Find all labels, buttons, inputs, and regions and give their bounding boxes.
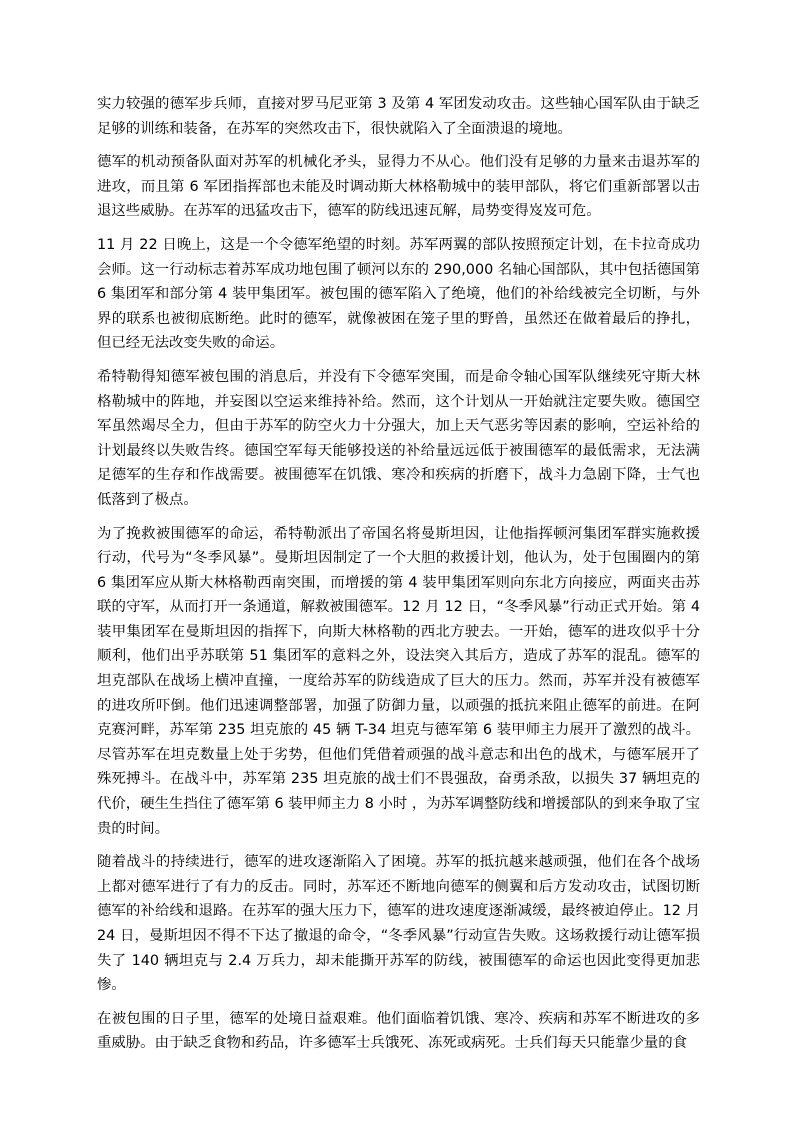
paragraph-7: 在被包围的日子里，德军的处境日益艰难。他们面临着饥饿、寒冷、疾病和苏军不断进攻的多重威胁。由于缺乏食物和药品，许多德军士兵饿死、冻死或病死。士兵们每天只能靠少量的食 (97, 1010, 700, 1052)
paragraph-5: 为了挽救被围德军的命运，希特勒派出了帝国名将曼斯坦因，让他指挥顿河集团军群实施救援行动，代号为“冬季风暴”。曼斯坦因制定了一个大胆的救援计划，他认为，处于包围圈内的第 6 集团军应从斯大林格勒西南突围，而增援的第 4 装甲集团军则向东北方向接应，两面夹击苏联的守军，从而打开一条通道，解救被围德军。12 月 12 日，“冬季风暴”行动正式开始。第 4 装甲集团军在曼斯坦因的指挥下，向斯大林格勒的西北方驶去。一开始，德军的进攻似乎十分顺利，他们出乎苏联第 51 集团军的意料之外，设法突入其后方，造成了苏军的混乱。德军的坦克部队在战场上横冲直撞，一度给苏军的防线造成了巨大的压力。然而，苏军并没有被德军的进攻所吓倒。他们迅速调整部署，加强了防御力量，以顽强的抵抗来阻止德军的前进。在阿克赛河畔，苏军第 235 坦克旅的 45 辆 T-34 坦克与德军第 6 装甲师主力展开了激烈的战斗。尽管苏军在坦克数量上处于劣势，但他们凭借着顽强的战斗意志和出色的战术，与德军展开了殊死搏斗。在战斗中，苏军第 235 坦克旅的战士们不畏强敌，奋勇杀敌，以损失 37 辆坦克的代价，硬生生挡住了德军第 6 装甲师主力 8 小时 ，为苏军调整防线和增援部队的到来争取了宝贵的时间。 (97, 525, 700, 837)
paragraph-3: 11 月 22 日晚上，这是一个令德军绝望的时刻。苏军两翼的部队按照预定计划，在卡拉奇成功会师。这一行动标志着苏军成功地包围了顿河以东的 290,000 名轴心国部队，其中包括德国第 6 集团军和部分第 4 装甲集团军。被包围的德军陷入了绝境，他们的补给线被完全切断，与外界的联系也被彻底断绝。此时的德军，就像被困在笼子里的野兽，虽然还在做着最后的挣扎，但已经无法改变失败的命运。 (97, 236, 700, 352)
paragraph-4: 希特勒得知德军被包围的消息后，并没有下令德军突围，而是命令轴心国军队继续死守斯大林格勒城中的阵地，并妄图以空运来维持补给。然而，这个计划从一开始就注定要失败。德国空军虽然竭尽全力，但由于苏军的防空火力十分强大，加上天气恶劣等因素的影响，空运补给的计划最终以失败告终。德国空军每天能够投送的补给量远远低于被围德军的最低需求，无法满足德军的生存和作战需要。被围德军在饥饿、寒冷和疾病的折磨下，战斗力急剧下降，士气也低落到了极点。 (97, 368, 700, 508)
paragraph-1: 实力较强的德军步兵师，直接对罗马尼亚第 3 及第 4 军团发动攻击。这些轴心国军队由于缺乏足够的训练和装备，在苏军的突然攻击下，很快就陷入了全面溃退的境地。 (97, 96, 700, 137)
paragraph-2: 德军的机动预备队面对苏军的机械化矛头，显得力不从心。他们没有足够的力量来击退苏军的进攻，而且第 6 军团指挥部也未能及时调动斯大林格勒城中的装甲部队，将它们重新部署以击退这些威胁。在苏军的迅猛攻击下，德军的防线迅速瓦解，局势变得岌岌可危。 (97, 154, 700, 220)
document-body (97, 92, 700, 1065)
paragraph-6: 随着战斗的持续进行，德军的进攻逐渐陷入了困境。苏军的抵抗越来越顽强，他们在各个战场上都对德军进行了有力的反击。同时，苏军还不断地向德军的侧翼和后方发动攻击，试图切断德军的补给线和退路。在苏军的强大压力下，德军的进攻速度逐渐减缓，最终被迫停止。12 月 24 日，曼斯坦因不得不下达了撤退的命令，“冬季风暴”行动宣告失败。这场救援行动让德军损失了 140 辆坦克与 2.4 万兵力，却未能撕开苏军的防线，被围德军的命运也因此变得更加悲惨。 (97, 854, 700, 994)
